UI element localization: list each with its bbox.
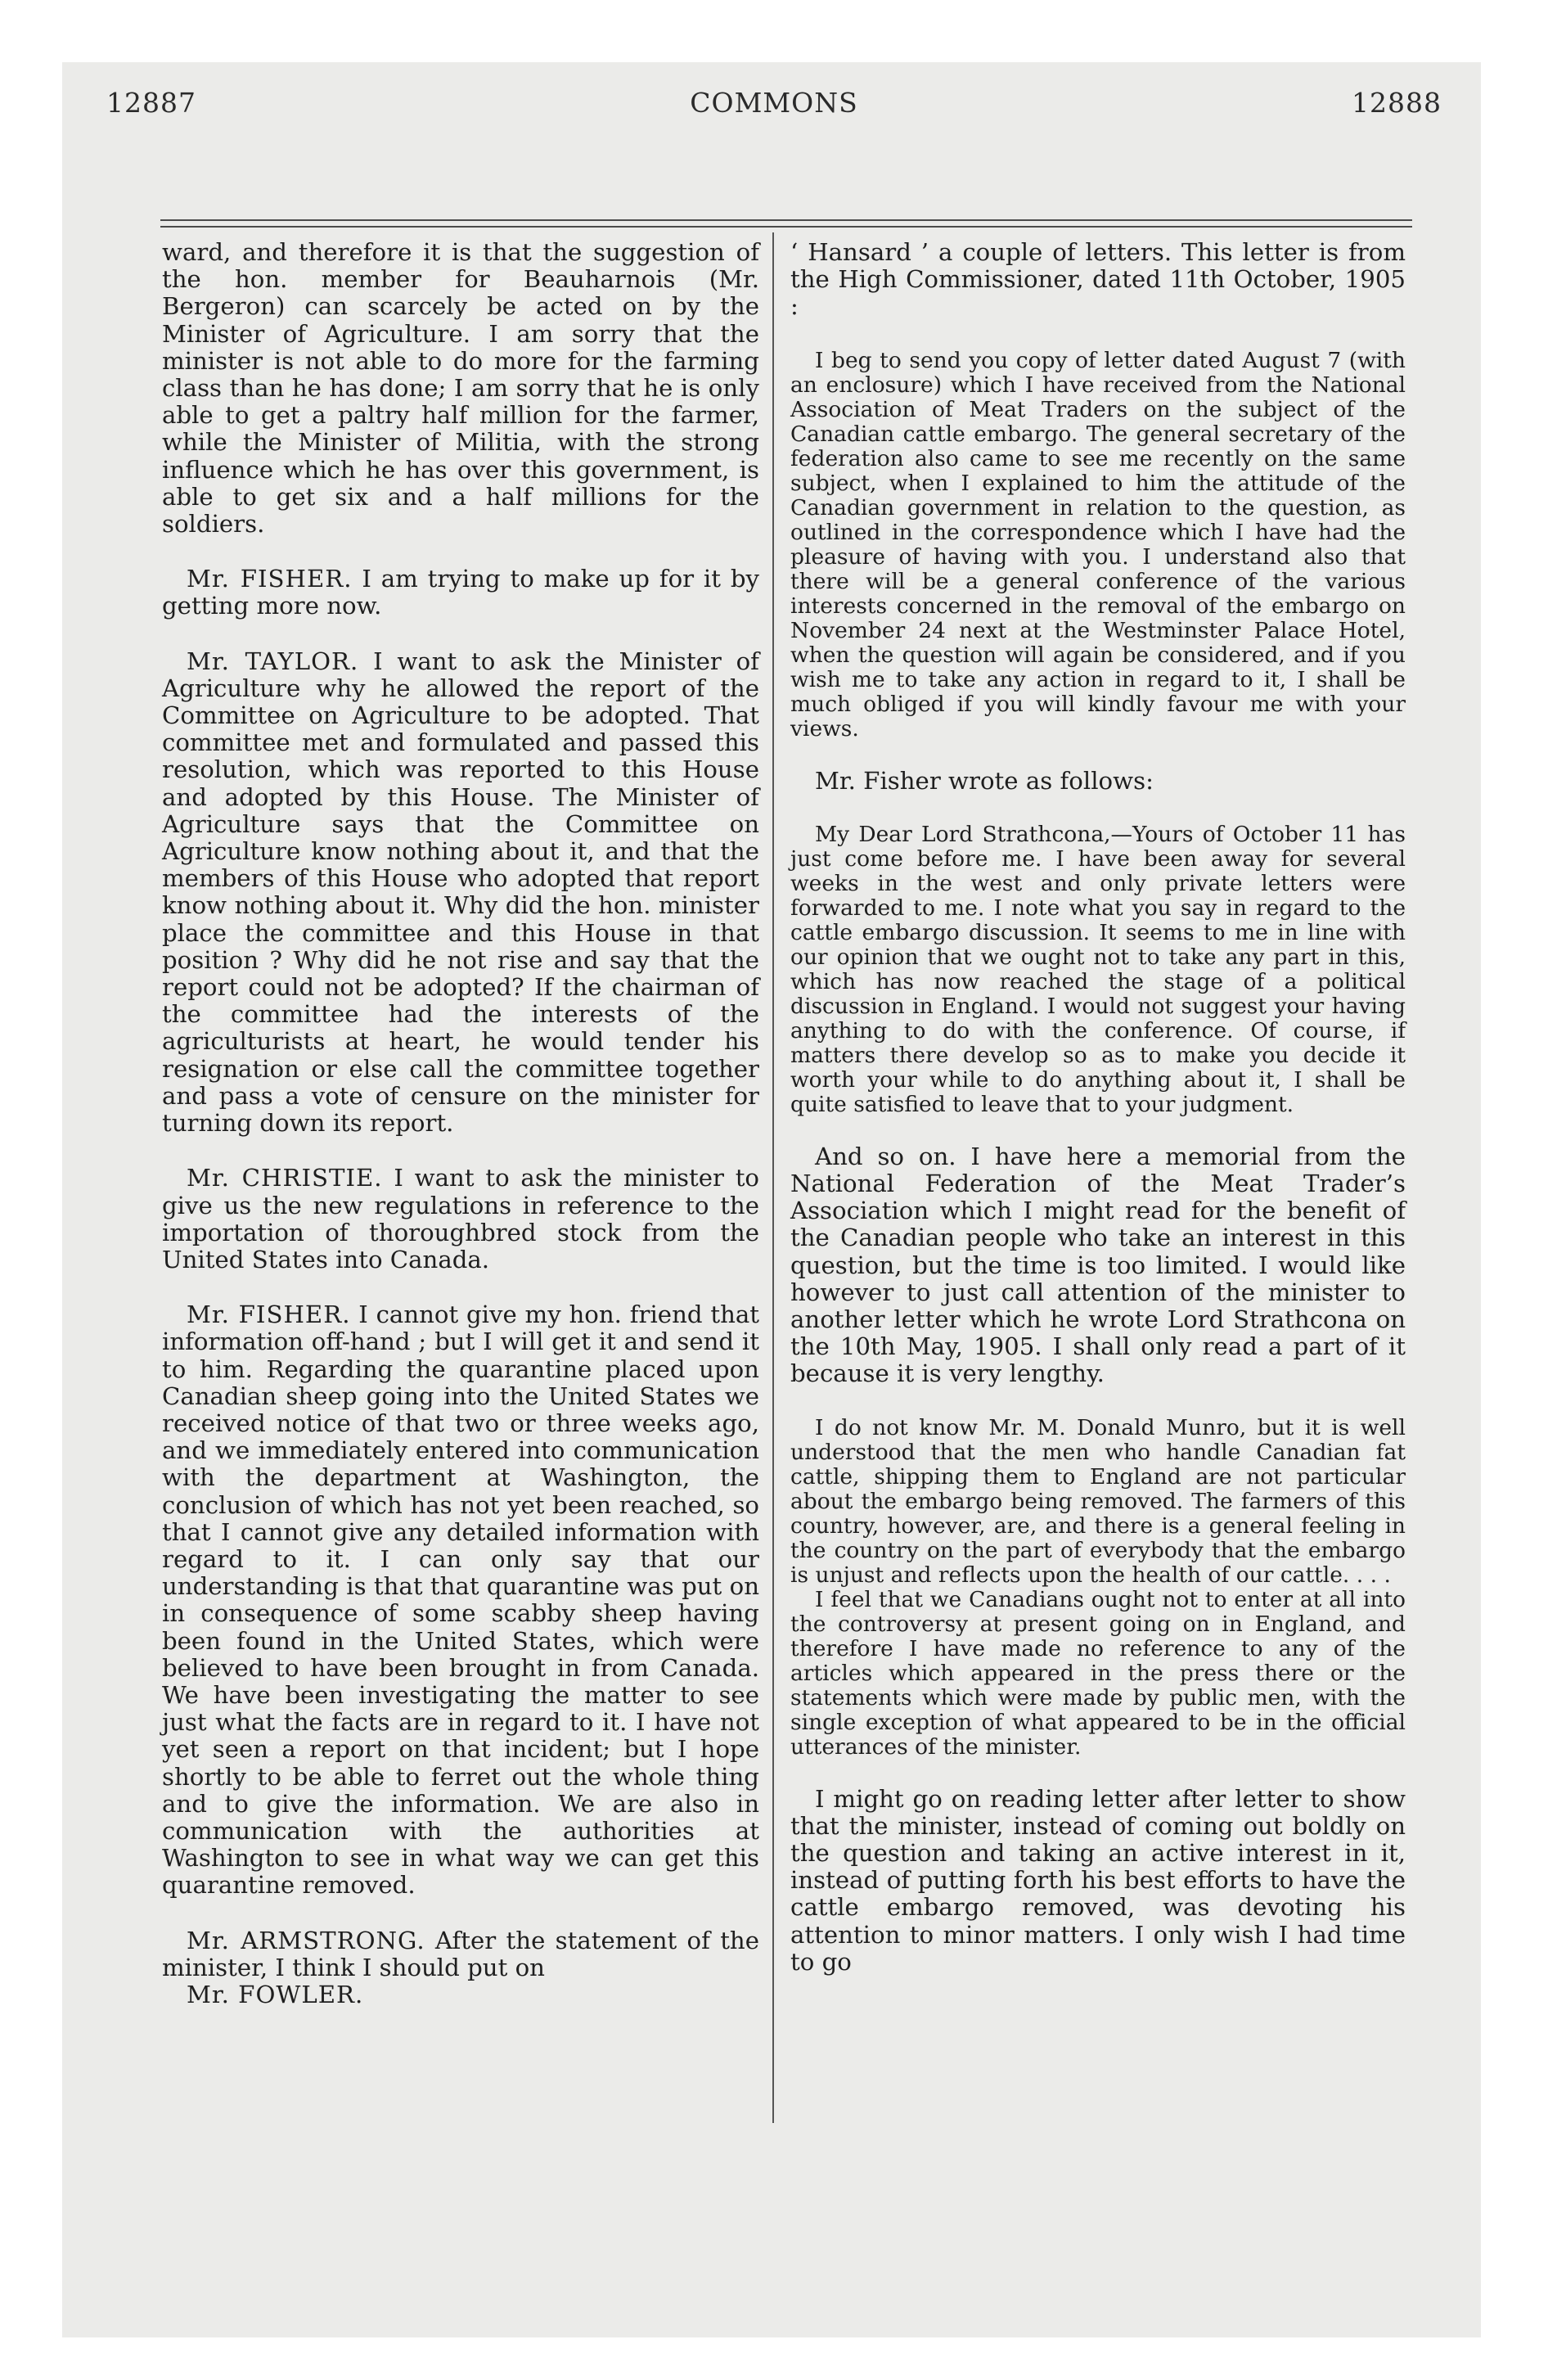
paragraph-text: ward, and therefore it is that the suggestion of the hon. member for Beauharnois (Mr. Bergeron) can scarcely be acted on by the Minister of Agriculture. I am sorry that the minister is not able to do more for the farming class than he has done; I am sorry that he is only able to get a paltry half million for the farmer, while the Minister of Militia, with the strong influence which he has over this government, is able to get six and a half millions for the soldiers. xyxy=(162,238,759,539)
speech-paragraph xyxy=(162,1301,759,1899)
quoted-letter xyxy=(790,1588,1406,1760)
quote-text: I do not know Mr. M. Donald Munro, but it is well understood that the men who handle Canadian fat cattle, shipping them to England are not particular about the embargo being removed. The farmers of this country, however, are, and there is a general feeling in the country on the part of everybody that the embargo is unjust and reflects upon the health of our cattle. . . . xyxy=(790,1414,1406,1588)
speaker-name: Mr. TAYLOR. xyxy=(187,647,359,675)
speech-text: I want to ask the minister to give us the new regulations in reference to the importation of thoroughbred stock from the United States into Canada. xyxy=(162,1164,759,1273)
page-number-left: 12887 xyxy=(106,87,196,119)
header-rule-top xyxy=(160,219,1412,221)
speaker-name: Mr. FISHER. xyxy=(187,565,353,593)
speech-paragraph xyxy=(162,1927,759,1981)
paragraph xyxy=(790,239,1406,321)
right-column xyxy=(790,239,1406,2004)
header-rule-bottom xyxy=(160,226,1412,228)
speech-text: I cannot give my hon. friend that information off-hand ; but I will get it and send it to him. Regarding the quarantine placed upon Canadian sheep going into the United States we received notice of that two or three weeks ago, and we immediately entered into communication with the department at Washington, the conclusion of which has not yet been reached, so that I cannot give any detailed information with regard to it. I can only say that our understanding is that that quarantine was put on in consequence of some scabby sheep having been found in the United States, which were believed to have been brought in from Canada. We have been investigating the matter to see just what the facts are in regard to it. I have not yet seen a report on that incident; but I hope shortly to be able to ferret out the whole thing and to give the information. We are also in communication with the authorities at Washington to see in what way we can get this quarantine removed. xyxy=(162,1300,759,1900)
speech-paragraph xyxy=(162,566,759,620)
paragraph xyxy=(790,768,1406,795)
speech-paragraph xyxy=(162,648,759,1138)
paragraph-text: And so on. I have here a memorial from the National Federation of the Meat Trader’s Association which I might read for the benefit of the Canadian people who take an interest in this question, but the time is too limited. I would like however to just call attention of the minister to another letter which he wrote Lord Strathcona on the 10th May, 1905. I shall only read a part of it because it is very lengthy. xyxy=(790,1142,1406,1388)
quoted-letter xyxy=(790,349,1406,741)
paragraph-text: ‘ Hansard ’ a couple of letters. This letter is from the High Commissioner, dated 11th October, 1905 : xyxy=(790,238,1406,321)
speech-paragraph xyxy=(162,1165,759,1273)
page-number-right: 12888 xyxy=(1352,87,1442,119)
paragraph xyxy=(162,239,759,538)
quote-text: My Dear Lord Strathcona,—Yours of October 11 has just come before me. I have been away for several weeks in the west and only private letters were forwarded to me. I note what you say in regard to the cattle embargo discussion. It seems to me in line with our opinion that we ought not to take any part in this, which has now reached the stage of a political discussion in England. I would not suggest your having anything to do with the conference. Of course, if matters there develop so as to make you decide it worth your while to do anything about it, I shall be quite satisfied to leave that to your judgment. xyxy=(790,821,1406,1117)
column-divider xyxy=(772,232,774,2123)
speech-text: After the statement of the minister, I think I should put on xyxy=(162,1926,760,1981)
speaker-name: Mr. FISHER. xyxy=(187,1300,351,1329)
paragraph xyxy=(790,1786,1406,1976)
footer-speaker: Mr. FOWLER. xyxy=(187,1980,364,2008)
quoted-letter xyxy=(790,1416,1406,1588)
quote-text: I beg to send you copy of letter dated August 7 (with an enclosure) which I have received from the National Association of Meat Traders on the subject of the Canadian cattle embargo. The general secretary of the federation also came to see me recently on the same subject, when I explained to him the attitude of the Canadian government in relation to the question, as outlined in the correspondence which I have had the pleasure of having with you. I understand also that there will be a general conference of the various interests concerned in the removal of the embargo on November 24 next at the Westminster Palace Hotel, when the question will again be considered, and if you wish me to take any action in regard to it, I shall be much obliged if you will kindly favour me with your views. xyxy=(790,347,1406,741)
speaker-name: Mr. CHRISTIE. xyxy=(187,1164,383,1192)
paragraph xyxy=(790,1143,1406,1388)
quote-text: I feel that we Canadians ought not to enter at all into the controversy at present going on in England, and therefore I have made no reference to any of the articles which appeared in the press there or the statements which were made by public men, with the single exception of what appeared to be in the official utterances of the minister. xyxy=(790,1586,1406,1760)
running-footer xyxy=(162,1981,759,2008)
quoted-letter xyxy=(790,823,1406,1117)
speech-text: I am trying to make up for it by getting more now. xyxy=(162,565,759,620)
speech-text: I want to ask the Minister of Agriculture why he allowed the report of the Committee on Agriculture to be adopted. That committee met and formulated and passed this resolution, which was reported to this House and adopted by this House. The Minister of Agriculture says that the Committee on Agriculture know nothing about it, and that the members of this House who adopted that report know nothing about it. Why did the hon. minister place the committee and this House in that position ? Why did he not rise and say that the report could not be adopted? If the chairman of the committee had the interests of the agriculturists at heart, he would tender his resignation or else call the committee together and pass a vote of censure on the minister for turning down its report. xyxy=(162,647,759,1138)
speaker-name: Mr. ARMSTRONG. xyxy=(187,1926,425,1954)
paragraph-text: I might go on reading letter after letter to show that the minister, instead of coming out boldly on the question and taking an active interest in it, instead of putting forth his best efforts to have the cattle embargo removed, was devoting his attention to minor matters. I only wish I had time to go xyxy=(790,1784,1406,1976)
page-title: COMMONS xyxy=(690,87,858,119)
left-column xyxy=(162,239,759,2036)
paragraph-text: Mr. Fisher wrote as follows: xyxy=(815,766,1154,795)
